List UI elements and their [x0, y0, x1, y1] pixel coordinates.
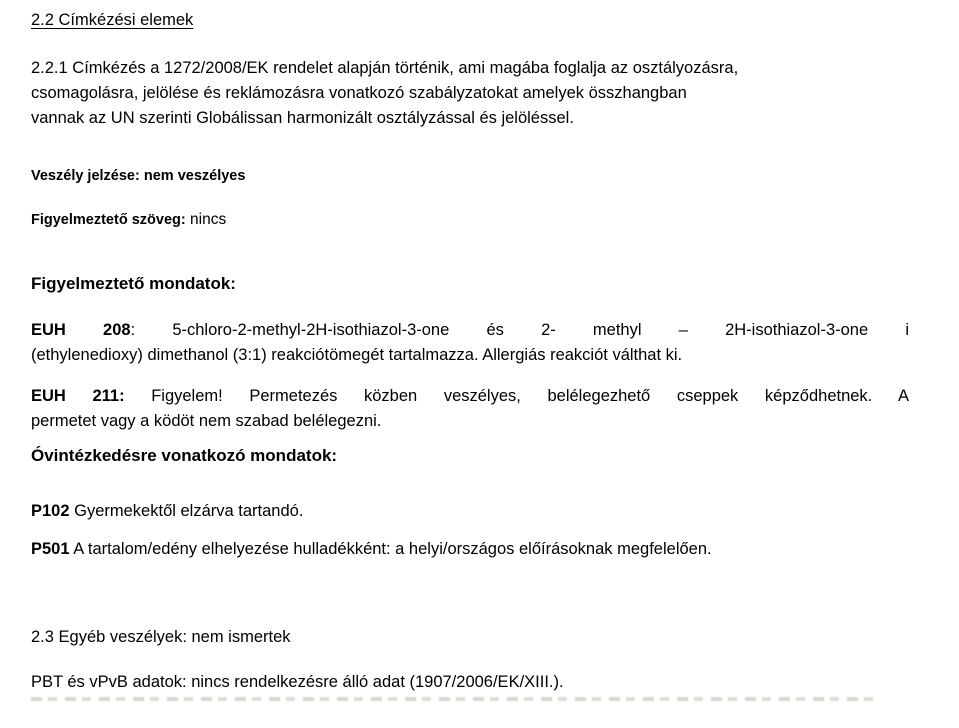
hazard-sign-value: nem veszélyes [139, 168, 246, 184]
euh-211-line2: permetet vagy a ködöt nem szabad belélegezni. [31, 412, 382, 430]
euh-208-line2: (ethylenedioxy) dimethanol (3:1) reakciótömegét tartalmazza. Allergiás reakciót válthat ki. [31, 346, 683, 364]
hazard-sign-label: Veszély jelzése: [31, 168, 140, 184]
paragraph-2-2-1-line2: csomagolásra, jelölése és reklámozásra vonatkozó szabályzatokat amelyek összhangban [31, 84, 687, 102]
signal-word-value: nincs [185, 211, 227, 228]
p102-code: P102 [31, 502, 70, 520]
euh-208-code: EUH 208 [31, 321, 131, 339]
cut-off-next-section-sliver [31, 697, 876, 701]
euh-211-code: EUH 211: [31, 387, 125, 405]
euh-208-line1 [31, 318, 909, 343]
euh-211-line1-rest: Figyelem! Permetezés közben veszélyes, belélegezhető cseppek képződhetnek. A [124, 387, 909, 405]
euh-208-line1-rest: : 5-chloro-2-methyl-2H-isothiazol-3-one és 2- methyl – 2H-isothiazol-3-one i [130, 321, 909, 339]
paragraph-2-2-1-line1: 2.2.1 Címkézés a 1272/2008/EK rendelet alapján történik, ami magába foglalja az osztályozásra, [31, 59, 739, 77]
p102-text: Gyermekektől elzárva tartandó. [69, 502, 304, 520]
p501-line [31, 537, 712, 562]
paragraph-2-2-1 [31, 56, 909, 131]
p102-line [31, 499, 303, 524]
paragraph-2-2-1-line3: vannak az UN szerinti Globálissan harmonizált osztályzással és jelöléssel. [31, 109, 574, 127]
hazard-sign-line [31, 168, 245, 184]
section-2-3-line: 2.3 Egyéb veszélyek: nem ismertek [31, 628, 291, 646]
euh-211-line1 [31, 384, 909, 409]
euh-208-paragraph [31, 318, 909, 368]
euh-211-paragraph [31, 384, 909, 434]
precaution-statements-heading: Óvintézkedésre vonatkozó mondatok: [31, 446, 338, 465]
pbt-vpvb-line: PBT és vPvB adatok: nincs rendelkezésre álló adat (1907/2006/EK/XIII.). [31, 673, 564, 691]
section-2-2-heading: 2.2 Címkézési elemek [31, 11, 194, 29]
p501-code: P501 [31, 540, 70, 558]
warning-statements-heading: Figyelmeztető mondatok: [31, 274, 236, 293]
signal-word-label: Figyelmeztető szöveg: [31, 212, 186, 228]
p501-text: A tartalom/edény elhelyezése hulladékként: a helyi/országos előírásoknak megfelelően. [69, 540, 712, 558]
signal-word-line [31, 211, 226, 229]
